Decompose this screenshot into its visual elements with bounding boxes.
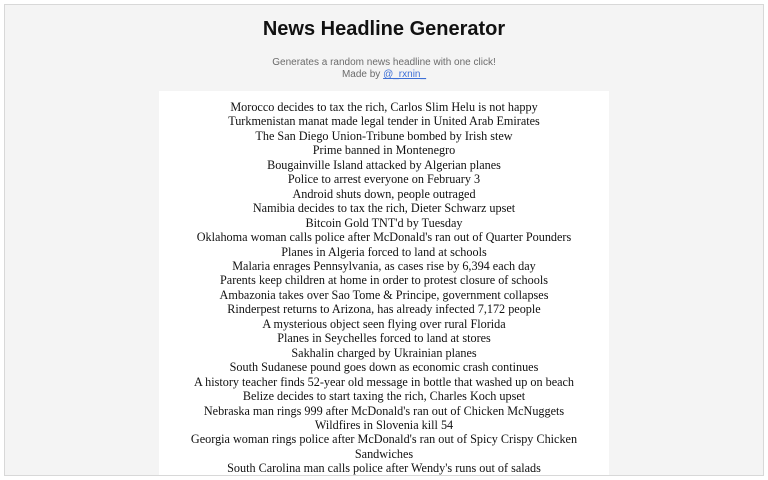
- headline-item: Turkmenistan manat made legal tender in United Arab Emirates: [228, 114, 540, 129]
- headline-item: A mysterious object seen flying over rural Florida: [262, 316, 506, 331]
- headline-item: Bougainville Island attacked by Algerian planes: [267, 157, 501, 172]
- headline-item: South Sudanese pound goes down as economic crash continues: [229, 360, 539, 375]
- headline-item: Police to arrest everyone on February 3: [287, 172, 481, 187]
- headline-item: Rinderpest returns to Arizona, has already infected 7,172 people: [227, 302, 541, 317]
- page-title: News Headline Generator: [262, 18, 506, 40]
- headline-item: Parents keep children at home in order to protest closure of schools: [220, 273, 548, 288]
- headline-panel[interactable]: [159, 91, 609, 476]
- headline-item: Ambazonia takes over Sao Tome & Principe, government collapses: [219, 287, 549, 302]
- headline-item: The San Diego Union-Tribune bombed by Irish stew: [255, 128, 513, 143]
- headline-item: Nebraska man rings 999 after McDonald's ran out of Chicken McNuggets: [203, 403, 565, 418]
- headline-item: Georgia woman rings police after McDonald's ran out of Spicy Crispy Chicken Sandwiches: [190, 432, 578, 461]
- headline-list: [159, 100, 609, 476]
- headline-item: Belize decides to start taxing the rich, Charles Koch upset: [242, 389, 526, 404]
- author-link[interactable]: @_rxnin_: [383, 69, 427, 80]
- headline-item: Sakhalin charged by Ukrainian planes: [291, 345, 477, 360]
- page-frame: [4, 4, 764, 476]
- headline-item: Planes in Algeria forced to land at schools: [281, 244, 487, 259]
- made-by-line: [5, 69, 763, 81]
- headline-item: Malaria enrages Pennsylvania, as cases rise by 6,394 each day: [232, 258, 536, 273]
- headline-item: Wildfires in Slovenia kill 54: [314, 417, 454, 432]
- headline-item: A history teacher finds 52-year old message in bottle that washed up on beach: [193, 374, 575, 389]
- headline-item: Oklahoma woman calls police after McDonald's ran out of Quarter Pounders: [196, 230, 572, 245]
- headline-item: Morocco decides to tax the rich, Carlos Slim Helu is not happy: [230, 100, 538, 114]
- headline-item: Android shuts down, people outraged: [292, 186, 476, 201]
- headline-item: Prime banned in Montenegro: [312, 143, 456, 158]
- headline-item: Bitcoin Gold TNT'd by Tuesday: [305, 215, 463, 230]
- subtitle-text: Generates a random news headline with one click!: [272, 57, 496, 68]
- made-by-prefix: Made by: [341, 69, 384, 80]
- page-subtitle: [5, 57, 763, 81]
- headline-item: South Carolina man calls police after Wendy's runs out of salads: [227, 461, 541, 476]
- headline-item: Planes in Seychelles forced to land at stores: [277, 331, 491, 346]
- headline-item: Namibia decides to tax the rich, Dieter Schwarz upset: [252, 201, 516, 216]
